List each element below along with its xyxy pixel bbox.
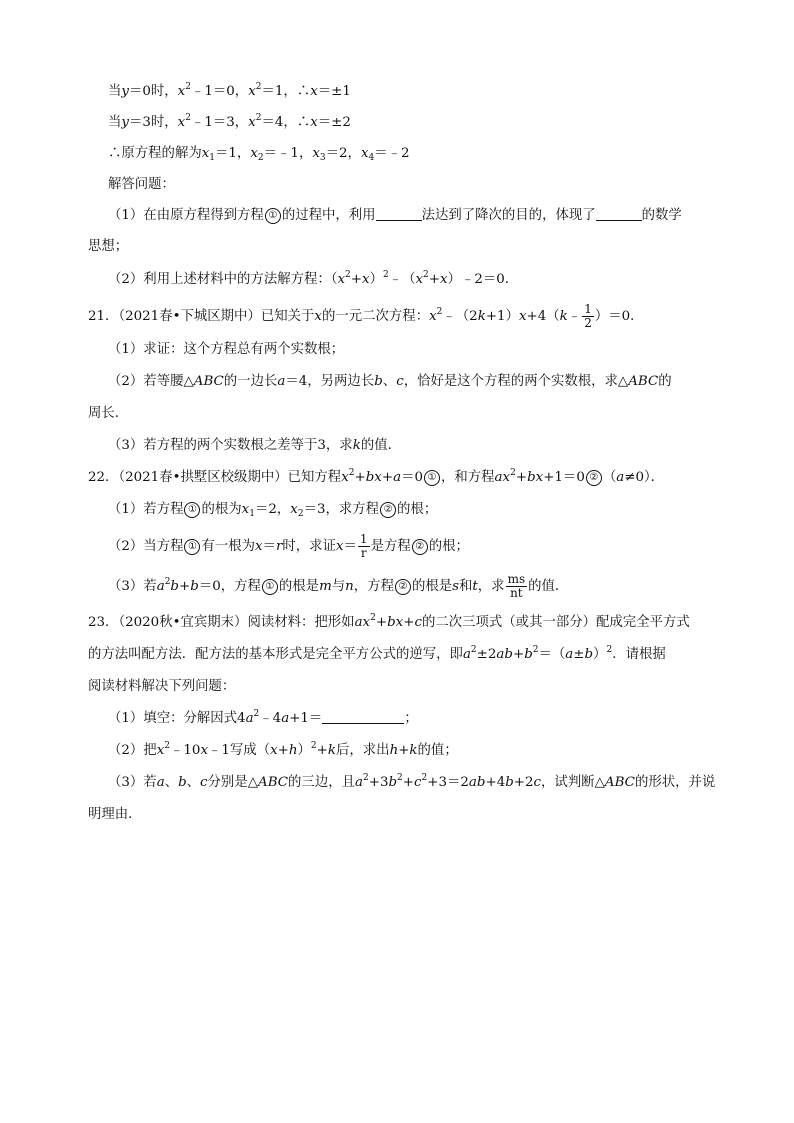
fraction-one-over-r: $\frac{1}{r}$ xyxy=(359,532,368,560)
q22-heading: 22．（2021春•拱墅区校级期中）已知方程$x^2+bx+a=0$ ① ，和方程$ax^2+bx+1=0$ ② （a≠0）． xyxy=(88,468,665,485)
answer-blank[interactable] xyxy=(322,709,404,724)
q23-part1: （1）填空：分解因式$4a^2﹣4a+1=$ ； xyxy=(108,709,418,726)
q22-part2: （2）当方程 ① 有一根为x＝r时，求证x＝ $\frac{1}{r}$ 是方程 ② 的根； xyxy=(108,532,469,560)
q23-heading: 23．（2020秋•宜宾期末）阅读材料：把形如$ax^2+bx+c$的二次三项式（或其一部分）配成完全平方式 xyxy=(88,613,690,630)
q23-reading-line3: 阅读材料解决下列问题： xyxy=(88,679,236,694)
q23-part3: （3）若a、b、c分别是△ABC的三边，且$a^2+3b^2+c^2+3=2ab+4b+2c$，试判断△ABC的形状，并说 xyxy=(108,773,716,790)
solution-roots-line: ∴原方程的解为$x_1=1$，$x_2=﹣1$，$x_3=2$，$x_4=﹣2$ xyxy=(108,146,410,163)
solution-line-y3: 当y＝3时，$x^2﹣1=3$，$x^2=4$，∴x＝±2 xyxy=(108,113,351,130)
q21-heading: 21．（2021春•下城区期中）已知关于x的一元二次方程：$x^2﹣(2k+1)x+4(k﹣$ $\frac{1}{2}$ ）＝0． xyxy=(88,302,644,330)
fraction-one-half: $\frac{1}{2}$ xyxy=(584,302,592,330)
q22-part3: （3）若$a^2b+b=0$，方程 ① 的根是m与n，方程 ② 的根是s和t，求 $\frac{ms}{nt}$ 的值． xyxy=(108,572,569,600)
q22-part1: （1）若方程 ① 的根为$x_1=2$，$x_2=3$，求方程 ② 的根； xyxy=(108,502,438,519)
solution-line-y0: 当y＝0时，$x^2﹣1=0$，$x^2=1$，∴x＝±1 xyxy=(108,82,351,99)
q23-part2: （2）把$x^2﹣10x﹣1$写成$(x+h)^2+k$后，求出h+k的值； xyxy=(108,741,458,758)
answer-heading: 解答问题： xyxy=(108,177,175,192)
q21-part1: （1）求证：这个方程总有两个实数根； xyxy=(108,342,345,357)
q21-part2-cont: 周长． xyxy=(88,406,129,421)
q21-part2: （2）若等腰△ABC的一边长a＝4，另两边长b、c，恰好是这个方程的两个实数根，求△ABC的 xyxy=(108,374,672,389)
q20-part2: （2）利用上述材料中的方法解方程：$(x^2+x)^2﹣(x^2+x)﹣2=0$． xyxy=(108,270,519,287)
q20-part1: （1）在由原方程得到方程 ① 的过程中，利用 法达到了降次的目的，体现了 的数学 xyxy=(108,208,682,223)
q23-reading-line2: 的方法叫配方法．配方法的基本形式是完全平方公式的逆写，即$a^2\pm 2ab+b^2=(a\pm b)^2$．请根据 xyxy=(88,645,666,662)
q21-part3: （3）若方程的两个实数根之差等于3，求k的值． xyxy=(108,438,401,453)
q20-part1-cont: 思想； xyxy=(88,239,129,254)
q23-part3-cont: 明理由． xyxy=(88,807,142,822)
fraction-ms-over-nt: $\frac{ms}{nt}$ xyxy=(507,572,526,600)
